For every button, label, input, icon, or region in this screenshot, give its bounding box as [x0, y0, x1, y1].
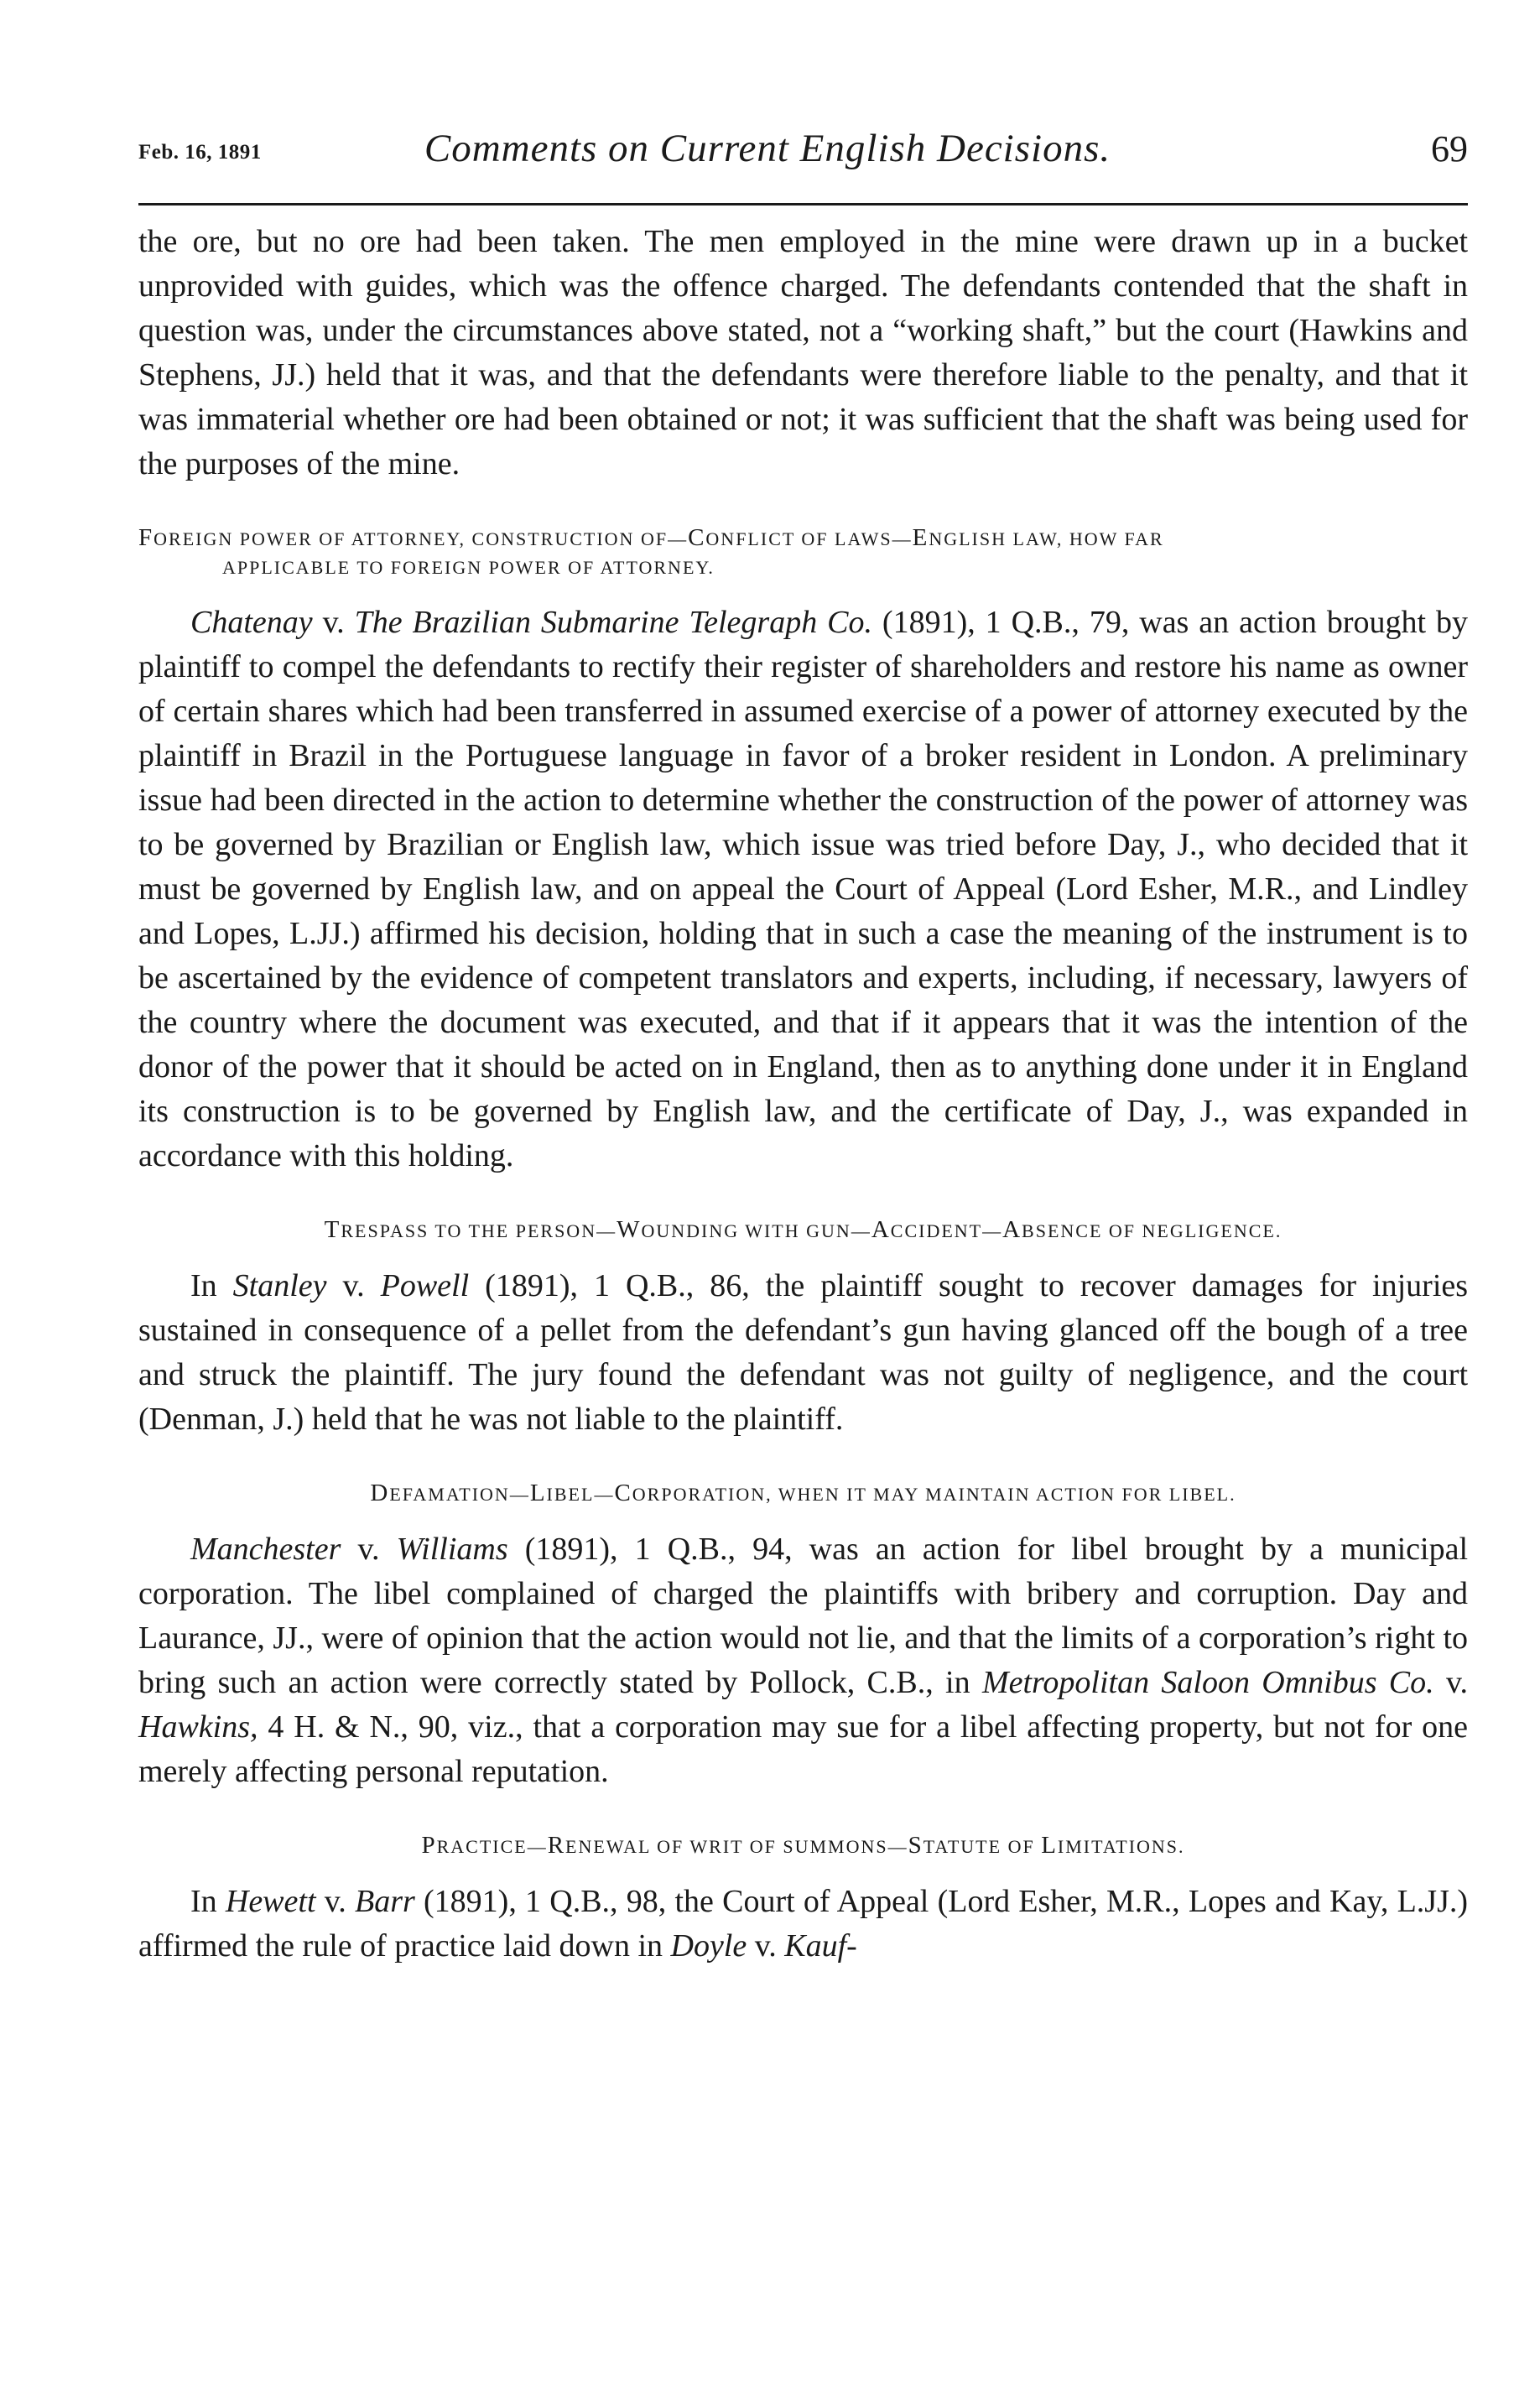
cited-case-name: Kauf-: [784, 1928, 857, 1964]
body-text: [138, 220, 1468, 1969]
paragraph-text: (1891), 1 Q.B., 79, was an action brought by plaintiff to compel the defendants to rectify their register of shareholders and restore his name as owner of certain shares which had been transferred in assumed exercise of a power of attorney executed by the plaintiff in Brazil in the Portuguese language in favor of a broker resident in London. A preliminary issue had been directed in the action to determine whether the construction of the power of attorney was to be governed by Brazilian or English law, which issue was tried before Day, J., who decided that it must be governed by English law, and on appeal the Court of Appeal (Lord Esher, M.R., and Lindley and Lopes, L.JJ.) affirmed his decision, holding that in such a case the meaning of the instrument is to be ascertained by the evidence of competent translators and experts, including, if necessary, lawyers of the country where the document was executed, and that if it appears that it was the intention of the donor of the power that it should be acted on in England, then as to anything done under it in England its construction is to be governed by English law, and the certificate of Day, J., was expanded in accordance with this holding.: [138, 605, 1469, 1173]
section-heading-trespass: TRESPASS TO THE PERSON—WOUNDING WITH GUN—ACCIDENT—ABSENCE OF NEGLIGENCE.: [324, 1216, 1282, 1243]
case-v: v.: [754, 1928, 777, 1964]
section-heading-practice: PRACTICE—RENEWAL OF WRIT OF SUMMONS—STATUTE OF LIMITATIONS.: [421, 1832, 1185, 1859]
case-v: v.: [342, 1268, 365, 1303]
paragraph-text: (1891), 1 Q.B., 98, the Court of Appeal (Lord Esher, M.R., Lopes and Kay, L.JJ.) affirmed the rule of practice laid down in: [138, 1884, 1469, 1964]
paragraph-text: (1891), 1 Q.B., 86, the plaintiff sought to recover damages for injuries sustained in consequence of a pellet from the defendant’s gun having glanced off the bough of a tree and struck the plaintiff. The jury found the defendant was not guilty of negligence, and the court (Denman, J.) held that he was not liable to the plaintiff.: [138, 1268, 1469, 1437]
case-v: v.: [1445, 1665, 1469, 1700]
header-rule: [138, 203, 1468, 205]
paragraph-stanley: [138, 1264, 1468, 1442]
case-name: Chatenay: [190, 605, 313, 640]
section-heading-line2: APPLICABLE TO FOREIGN POWER OF ATTORNEY.: [222, 557, 715, 578]
lead-word: In: [190, 1884, 217, 1919]
running-header: [138, 126, 1468, 201]
paragraph-text: (1891), 1 Q.B., 94, was an action for libel brought by a municipal corporation. The libel complained of charged the plaintiffs with bribery and corruption. Day and Laurance, JJ., were of opinion that the action would not lie, and that the limits of a corporation’s right to bring such an action were correctly stated by Pollock, C.B., in: [138, 1532, 1469, 1700]
case-name: Hewett: [225, 1884, 316, 1919]
paragraph-hewett: [138, 1880, 1468, 1969]
case-name: Powell: [380, 1268, 470, 1303]
lead-word: In: [190, 1268, 217, 1303]
header-date: Feb. 16, 1891: [138, 141, 262, 164]
cited-case-name: Metropolitan Saloon Omnibus Co.: [981, 1665, 1434, 1700]
intro-paragraph: the ore, but no ore had been taken. The men employed in the mine were drawn up in a bucket unprovided with guides, which was the offence charged. The defendants contended that the shaft in question was, under the circumstances above stated, not a “working shaft,” but the court (Hawkins and Stephens, JJ.) held that it was, and that the defendants were therefore liable to the penalty, and that it was immaterial whether ore had been obtained or not; it was sufficient that the shaft was being used for the purposes of the mine.: [138, 224, 1468, 481]
case-name: Barr: [355, 1884, 415, 1919]
case-v: v.: [324, 1884, 346, 1919]
case-name: Williams: [396, 1532, 508, 1567]
header-title: Comments on Current English Decisions.: [424, 127, 1111, 170]
paragraph-chatenay: [138, 601, 1468, 1178]
paragraph-manchester: [138, 1527, 1468, 1794]
cited-case-name: Doyle: [670, 1928, 747, 1964]
section-heading-defamation: DEFAMATION—LIBEL—CORPORATION, WHEN IT MAY MAINTAIN ACTION FOR LIBEL.: [370, 1480, 1236, 1506]
case-name: The Brazilian Submarine Telegraph Co.: [354, 605, 872, 640]
case-v: v.: [322, 605, 345, 640]
cited-case-name: Hawkins,: [138, 1709, 258, 1745]
paragraph-text: 4 H. & N., 90, viz., that a corporation may sue for a libel affecting property, but not for one merely affecting personal reputation.: [138, 1709, 1468, 1789]
case-v: v.: [357, 1532, 380, 1567]
section-heading-line1: FOREIGN POWER OF ATTORNEY, CONSTRUCTION OF—CONFLICT OF LAWS—ENGLISH LAW, HOW FAR: [138, 524, 1164, 551]
case-name: Manchester: [190, 1532, 341, 1567]
case-name: Stanley: [232, 1268, 327, 1303]
page-number: 69: [1431, 128, 1468, 169]
section-heading-power-of-attorney: [138, 523, 1468, 582]
